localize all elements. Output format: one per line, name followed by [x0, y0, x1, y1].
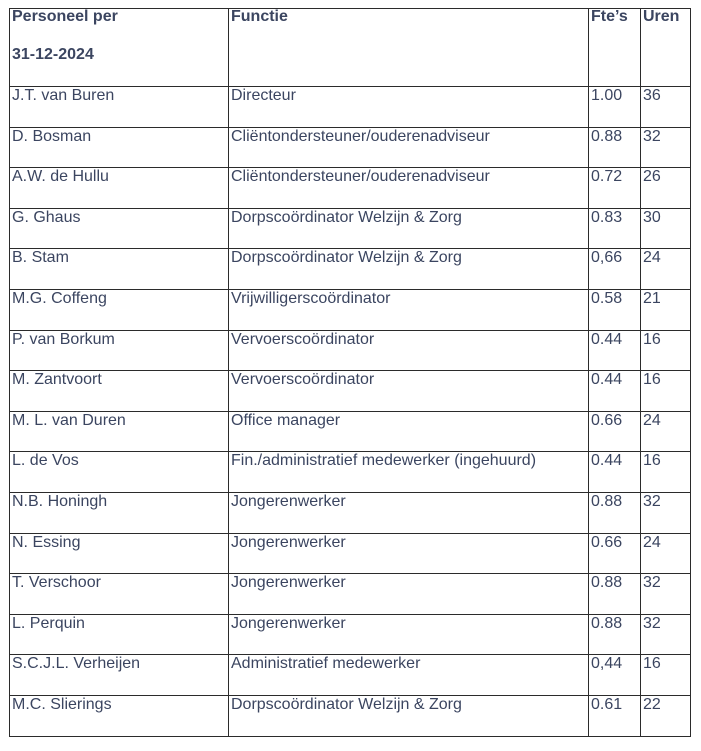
cell-fte: 1.00	[589, 87, 641, 128]
table-row	[10, 695, 691, 736]
cell-function: Dorpscoördinator Welzijn & Zorg	[229, 249, 589, 290]
header-row	[10, 9, 691, 87]
header-fte-label: Fte’s	[591, 8, 628, 25]
cell-fte: 0.88	[589, 614, 641, 655]
cell-hours: 16	[641, 655, 691, 696]
table-body	[10, 87, 691, 737]
cell-fte: 0.44	[589, 330, 641, 371]
cell-hours: 16	[641, 330, 691, 371]
cell-function: Jongerenwerker	[229, 614, 589, 655]
staff-table	[9, 8, 691, 737]
table-row	[10, 655, 691, 696]
header-name	[10, 9, 229, 87]
cell-hours: 30	[641, 208, 691, 249]
table-row	[10, 533, 691, 574]
cell-fte: 0.83	[589, 208, 641, 249]
table-row	[10, 452, 691, 493]
header-hours-label: Uren	[643, 8, 680, 25]
cell-fte: 0.88	[589, 492, 641, 533]
cell-hours: 24	[641, 411, 691, 452]
header-name-line1: Personeel per	[12, 8, 118, 25]
table-row	[10, 411, 691, 452]
cell-fte: 0.88	[589, 574, 641, 615]
cell-function: Dorpscoördinator Welzijn & Zorg	[229, 695, 589, 736]
header-fte	[589, 9, 641, 87]
header-function-label: Functie	[231, 8, 288, 25]
cell-hours: 32	[641, 127, 691, 168]
table-row	[10, 249, 691, 290]
table-header	[10, 9, 691, 87]
cell-hours: 32	[641, 492, 691, 533]
cell-name: L. Perquin	[10, 614, 229, 655]
table-row	[10, 492, 691, 533]
cell-function: Cliëntondersteuner/ouderenadviseur	[229, 168, 589, 209]
table-row	[10, 330, 691, 371]
table-row	[10, 168, 691, 209]
header-hours	[641, 9, 691, 87]
cell-name: J.T. van Buren	[10, 87, 229, 128]
cell-fte: 0.58	[589, 289, 641, 330]
cell-name: M.C. Slierings	[10, 695, 229, 736]
cell-function: Vervoerscoördinator	[229, 330, 589, 371]
cell-name: A.W. de Hullu	[10, 168, 229, 209]
cell-hours: 36	[641, 87, 691, 128]
cell-fte: 0.72	[589, 168, 641, 209]
cell-hours: 16	[641, 452, 691, 493]
cell-function: Dorpscoördinator Welzijn & Zorg	[229, 208, 589, 249]
cell-name: M.G. Coffeng	[10, 289, 229, 330]
cell-fte: 0.44	[589, 371, 641, 412]
cell-hours: 26	[641, 168, 691, 209]
cell-function: Directeur	[229, 87, 589, 128]
cell-function: Vrijwilligerscoördinator	[229, 289, 589, 330]
cell-name: D. Bosman	[10, 127, 229, 168]
cell-function: Vervoerscoördinator	[229, 371, 589, 412]
cell-function: Cliëntondersteuner/ouderenadviseur	[229, 127, 589, 168]
header-function	[229, 9, 589, 87]
cell-hours: 32	[641, 574, 691, 615]
cell-name: S.C.J.L. Verheijen	[10, 655, 229, 696]
cell-name: L. de Vos	[10, 452, 229, 493]
cell-function: Fin./administratief medewerker (ingehuurd)	[229, 452, 589, 493]
cell-hours: 22	[641, 695, 691, 736]
cell-fte: 0.61	[589, 695, 641, 736]
cell-function: Jongerenwerker	[229, 533, 589, 574]
cell-name: B. Stam	[10, 249, 229, 290]
cell-fte: 0.66	[589, 533, 641, 574]
table-row	[10, 208, 691, 249]
cell-name: G. Ghaus	[10, 208, 229, 249]
cell-fte: 0,44	[589, 655, 641, 696]
cell-name: M. L. van Duren	[10, 411, 229, 452]
cell-fte: 0.66	[589, 411, 641, 452]
table-row	[10, 574, 691, 615]
cell-hours: 32	[641, 614, 691, 655]
cell-name: N. Essing	[10, 533, 229, 574]
table-row	[10, 371, 691, 412]
cell-fte: 0,66	[589, 249, 641, 290]
table-row	[10, 289, 691, 330]
cell-fte: 0.88	[589, 127, 641, 168]
cell-name: P. van Borkum	[10, 330, 229, 371]
header-name-line2: 31-12-2024	[12, 46, 94, 63]
cell-name: T. Verschoor	[10, 574, 229, 615]
cell-name: N.B. Honingh	[10, 492, 229, 533]
cell-function: Office manager	[229, 411, 589, 452]
cell-hours: 24	[641, 249, 691, 290]
table-row	[10, 87, 691, 128]
cell-function: Jongerenwerker	[229, 574, 589, 615]
cell-hours: 21	[641, 289, 691, 330]
cell-name: M. Zantvoort	[10, 371, 229, 412]
cell-hours: 24	[641, 533, 691, 574]
cell-function: Jongerenwerker	[229, 492, 589, 533]
cell-hours: 16	[641, 371, 691, 412]
cell-function: Administratief medewerker	[229, 655, 589, 696]
cell-fte: 0.44	[589, 452, 641, 493]
table-row	[10, 614, 691, 655]
table-row	[10, 127, 691, 168]
